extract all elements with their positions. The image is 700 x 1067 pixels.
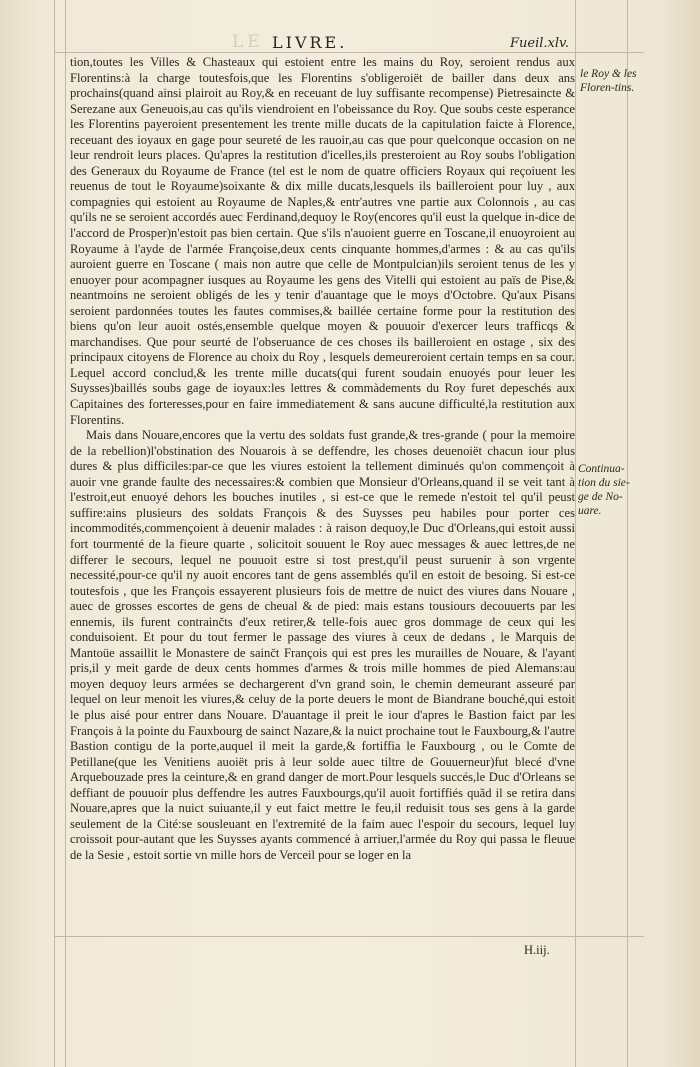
paragraph: tion,toutes les Villes & Chasteaux qui estoient entre les mains du Roy, seroient rendus aux Florentins:à la charge toutesfois,que les Florentins s'obligeroiët de bailler dans deux ans prochains(quand ainsi plairoit au Roy,& en receuant de luy suffisante recompense) Pietresaincte & Serezane aux Geneuois,au cas qu'ils viendroient en l'obeissance du Roy. Que soubs ceste esperance les Florentins payeroient presentement les trente mille ducats de la capitulation faicte à Florence, receuant des ioyaux en gage pour seureté de les rauoir,au cas que pour quelconque occasion on ne leur rendroit leurs places. Qu'apres la restitution d'icelles,ils presteroient au Roy soubs l'obligation des Generaux du Royaume de France (tel est le nom de quatre officiers Royaux qui reçoiuent les reuenus de tout le Royaume)soixante & dix mille ducats,lesquels ils bailleroient pour luy , aux compagnies qui estoient au Royaume de Naples,& entr'autres vne partie aux Colonnois , au cas qu'ils ne se seroient accordés auec Ferdinand,dequoy le Roy(encores qu'il eust la quelque in-dice de l'accord de Prosper)n'estoit pas bien certain. Que s'ils n'auoient guerre en Toscane,il enuoyroient au Royaume à l'ayde de l'armée Françoise,deux cents cinquante hommes,d'armes : & au cas qu'ils auroient guerre en Toscane ( mais non autre que celle de Montpulcian)ils seroient tenus de les y enuoyer pour acompagner iusques au Royaume les gens des Vitelli qui estoient au païs de Pise,& neantmoins ne seroient obligés de les y tenir d'auantage que le moys d'Octobre. Qu'aux Pisans seroient pardonnées toutes les fautes commises,& baillée certaine forme pour la restitution des biens qu'on leur auoit ostés,ensemble quelque moyen & pouuoir d'exercer leurs trafficqs & marchandises. Que pour seurté de l'obseruance de ces choses ils bailleroient en ostage , six des principaux citoyens de Florence au choix du Roy , lesquels demeureroient certain temps en sa cour. Lequel accord conclud,& les trente mille ducats(qui furent soudain enuoyés pour leuer les Suysses)baillés soubs gage de ioyaux:les lettres & commàdements du Roy furet depeschés aux Capitaines des forteresses,pour en faire immediatement & sans aucune difficulté,la restitution aux Florentins. (70, 55, 575, 427)
left-margin-rule (54, 0, 55, 1067)
folio-number: Fueil.xlv. (510, 36, 569, 51)
footer-rule (54, 936, 644, 937)
right-margin-rule (627, 0, 628, 1067)
margin-note: Continua-tion du sie-ge de No-uare. (578, 463, 630, 517)
right-text-rule (575, 0, 576, 1067)
header-rule (54, 52, 644, 53)
signature-mark: H.iij. (524, 943, 550, 957)
running-title: LIVRE. (272, 33, 348, 52)
left-text-rule (65, 0, 66, 1067)
show-through-text: LE (232, 32, 264, 52)
paragraph: Mais dans Nouare,encores que la vertu des soldats fust grande,& tres-grande ( pour la memoire de la rebellion)l'obstination des Nouarois à se deffendre, les choses deuenoiët chacun iour plus dures & plus difficiles:par-ce que les viures estoient la tellement diminués qu'on commençoit à auoir vne grande faulte des necessaires:& combien que Monsieur d'Orleans,quand il se veit tant à l'estroit,eut enuoyé dehors les bouches inutiles , si est-ce que le remede n'estoit tel qu'il peust suffire:ains plusieurs des soldats François & des Suysses peu habiles pour porter ces incommodités,commençoient à deuenir malades : à raison dequoy,le Duc d'Orleans,qui estoit aussi fort tourmenté de la fieure quarte , solicitoit souuent le Roy auec messages & auec lettres,de ne differer le secours, lequel ne pouuoit estre si tost prest,qu'il peust suruenir à son vrgente necessité,pour-ce qu'il ny auoit encores tant de gens assemblés qu'il en estoit de besoing. Si est-ce toutesfois , que les François essayerent plusieurs fois de mettre de nuict des viures dans Nouare , auec de grosses escortes de gens de cheual & de pied: mais estans tousiours decouuerts par les ennemis, ils furent contrainčts d'eux retirer,& telle-fois auec gros dommage de ceux qui les conduisoient. Et pour du tout fermer le passage des viures à ceux de dedans , le Marquis de Mantoüe assaillit le Monastere de sainčt François qui est pres les murailles de Nouare, & l'ayant pris,il y meit garde de deux cents hommes d'armes & trois mille hommes de pied Alemans:au moyen dequoy leurs armées se dechargerent d'vn grand soin, le chemin demeurant asseuré par lequel on leur menoit les viures,& celuy de la porte deuers le mont de Biandrane bouché,qui estoit le plus aisé pour entrer dans Nouare. D'auantage il preit le iour d'apres le Bastion faict par les François à la pointe du Fauxbourg de sainct Nazare,& la nuict prochaine tout le Fauxbourg,& l'autre Bastion contigu de la porte,auquel il meit la garde,& fortiffia le Fauxbourg , ou le Comte de Petillane(que les Venitiens auoiët pris à leur solde auec tiltre de Gouuerneur)fut blecé d'vne Arquebouzade pres la ceinture,& en grand danger de mort.Pour lesquels succés,le Duc d'Orleans se deffiant de pouuoir plus deffendre les autres Fauxbourgs,qu'il auoit fortiffiés quãd il se retira dans Nouare,apres que la nuict suiuante,il y eut faict mettre le feu,il reduisit tous ses gens à la garde seulement de la Cité:se sousleuant en l'extremité de la faim auec l'espoir du secours, lequel luy croissoit pour-autant que les Suysses ayants commencé à arriuer,l'armée du Roy qui passa le fleuue de la Sesie , estoit sortie vn mille hors de Verceil pour se loger en la (70, 428, 575, 862)
margin-note: le Roy & les Floren-tins. (580, 68, 637, 94)
main-text-block (70, 55, 575, 863)
